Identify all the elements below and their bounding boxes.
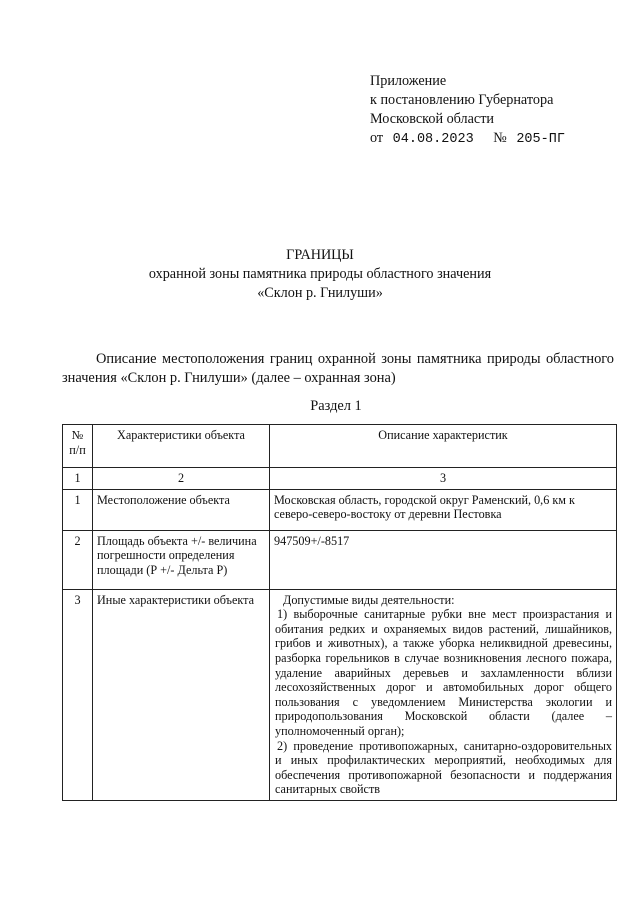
section-title: Раздел 1	[310, 398, 362, 414]
appendix-line-3: Московской области	[370, 111, 495, 127]
table-row	[63, 530, 617, 589]
column-number: 3	[270, 468, 617, 490]
characteristics-table	[62, 424, 617, 801]
date-prefix: от	[370, 130, 384, 146]
document-title: ГРАНИЦЫ	[286, 247, 354, 263]
decree-number: 205-ПГ	[516, 132, 565, 147]
table-header-row	[63, 425, 617, 468]
row-description: Московская область, городской округ Раменский, 0,6 км к северо-северо-востоку от деревни Пестовка	[270, 489, 617, 530]
column-number: 1	[63, 468, 93, 490]
header-number: № п/п	[63, 425, 93, 468]
header-characteristics: Характеристики объекта	[93, 425, 270, 468]
permitted-activity-item: 1) выборочные санитарные рубки вне мест произрастания и обитания редких и охраняемых видов растений, лишайников, грибов и животных), а также уборка неликвидной древесины, разборка горельников в случае возникновения лесного пожара, удаление аварийных деревьев и захламленности вблизи лесохозяйственных дорог и автомобильных дорог общего пользования с уведомлением Министерства экологии и природопользования Московской области (далее – уполномоченный орган);	[275, 607, 612, 738]
table-row	[63, 589, 617, 800]
header-description: Описание характеристик	[270, 425, 617, 468]
appendix-line-2: к постановлению Губернатора	[370, 92, 554, 108]
table-column-numbers-row	[63, 468, 617, 490]
table-row	[63, 489, 617, 530]
permitted-activities-title: Допустимые виды деятельности:	[283, 592, 455, 607]
column-number: 2	[93, 468, 270, 490]
row-characteristic: Площадь объекта +/- величина погрешности определения площади (Р +/- Дельта Р)	[93, 530, 270, 589]
appendix-line-1: Приложение	[370, 73, 447, 89]
row-description: 947509+/-8517	[270, 530, 617, 589]
decree-date: 04.08.2023	[392, 132, 474, 147]
row-description	[270, 589, 617, 800]
row-number: 2	[63, 530, 93, 589]
row-characteristic: Местоположение объекта	[93, 489, 270, 530]
row-characteristic: Иные характеристики объекта	[93, 589, 270, 800]
document-subtitle: охранной зоны памятника природы областного значения	[148, 266, 492, 282]
document-object-name: «Склон р. Гнилуши»	[257, 285, 383, 301]
row-number: 3	[63, 589, 93, 800]
number-sign: №	[493, 130, 507, 146]
permitted-activity-item: 2) проведение противопожарных, санитарно-оздоровительных и иных профилактических мероприятий, необходимых для обеспечения противопожарной безопасности и поддержания санитарных свойств	[275, 738, 612, 797]
appendix-date-line	[370, 129, 565, 149]
row-number: 1	[63, 489, 93, 530]
intro-paragraph: Описание местоположения границ охранной зоны памятника природы областного значения «Склон р. Гнилуши» (далее – охранная зона)	[62, 351, 614, 386]
appendix-block	[370, 72, 565, 149]
